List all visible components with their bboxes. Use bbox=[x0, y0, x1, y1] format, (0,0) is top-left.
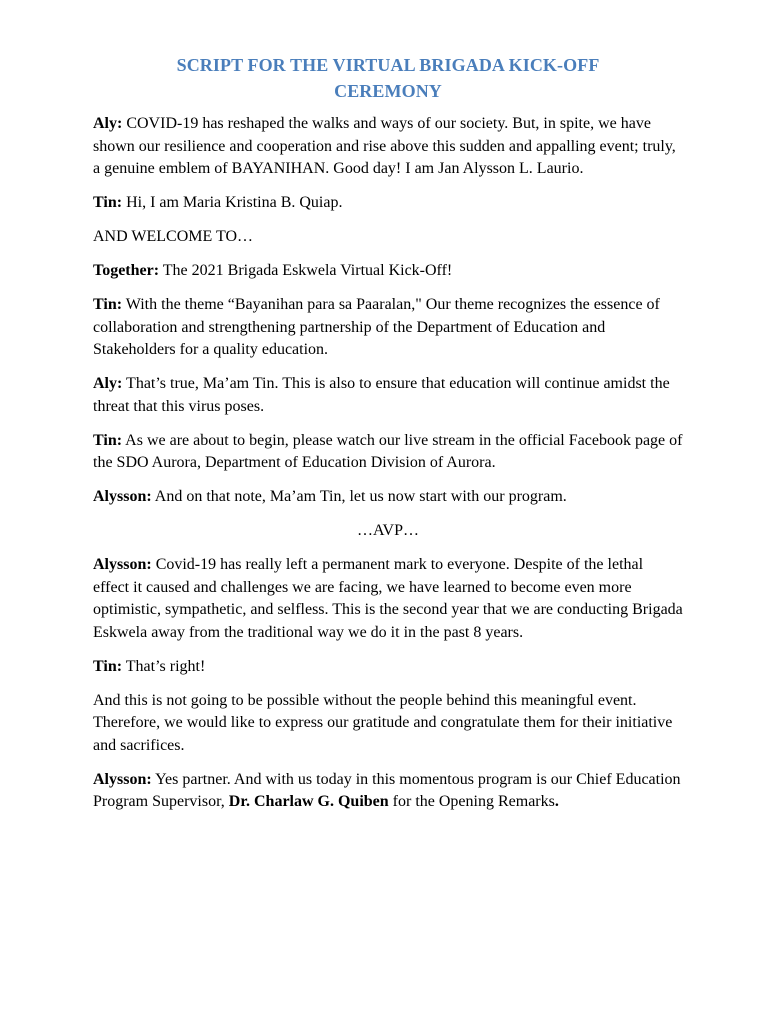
paragraph-tin-livestream bbox=[93, 430, 683, 475]
paragraph-text: COVID-19 has reshaped the walks and ways of our society. But, in spite, we have shown our resilience and cooperation and rise above this sudden and appalling event; truly, a genuine emblem of BAYANIHAN. Good day! I am Jan Alysson L. Laurio. bbox=[93, 115, 676, 177]
paragraph-text: And this is not going to be possible without the people behind this meaningful event. Therefore, we would like to express our gratitude and congratulate them for their initiative and sacrifices. bbox=[93, 691, 673, 754]
paragraph-gratitude bbox=[93, 690, 683, 758]
speaker-label: Alysson: bbox=[93, 556, 152, 573]
paragraph-text: AND WELCOME TO… bbox=[93, 228, 253, 245]
speaker-label: Tin: bbox=[93, 431, 123, 449]
speaker-name-bold: Dr. Charlaw G. Quiben bbox=[228, 793, 389, 810]
paragraph-tin-intro bbox=[93, 192, 683, 215]
paragraph-aly-true bbox=[93, 373, 683, 418]
paragraph-aly-intro bbox=[93, 113, 683, 181]
speaker-label: Tin: bbox=[93, 657, 123, 675]
paragraph-text: Hi, I am Maria Kristina B. Quiap. bbox=[122, 194, 343, 211]
title-line-1: SCRIPT FOR THE VIRTUAL BRIGADA KICK-OFF bbox=[176, 55, 600, 75]
paragraph-tin-theme bbox=[93, 294, 683, 362]
paragraph-text: Covid-19 has really left a permanent mark to everyone. Despite of the lethal effect it caused and challenges we are facing, we have learned to become even more optimistic, sympathetic, and selfless. This is the second year that we are conducting Brigada Eskwela away from the traditional way we do it in the past 8 years. bbox=[93, 556, 683, 641]
paragraph-text: And on that note, Ma’am Tin, let us now start with our program. bbox=[151, 488, 567, 505]
document-title bbox=[93, 52, 683, 104]
speaker-label: Tin: bbox=[93, 194, 123, 211]
speaker-label: Together: bbox=[93, 262, 160, 279]
speaker-label: Aly: bbox=[93, 115, 123, 132]
paragraph-welcome bbox=[93, 226, 683, 249]
paragraph-together bbox=[93, 260, 683, 283]
speaker-label: Alysson: bbox=[93, 488, 152, 505]
paragraph-text: for the Opening Remarks bbox=[388, 793, 555, 810]
avp-marker: …AVP… bbox=[357, 522, 419, 539]
period-bold: . bbox=[554, 793, 559, 810]
paragraph-alysson-remarks bbox=[93, 769, 683, 814]
speaker-label: Aly: bbox=[93, 375, 123, 392]
paragraph-alysson-start bbox=[93, 486, 683, 509]
paragraph-alysson-covid bbox=[93, 554, 683, 644]
document-page bbox=[93, 52, 683, 825]
speaker-label: Tin: bbox=[93, 296, 123, 313]
paragraph-text: That’s true, Ma’am Tin. This is also to ensure that education will continue amidst the threat that this virus poses. bbox=[93, 375, 670, 415]
title-line-2: CEREMONY bbox=[334, 81, 442, 101]
speaker-label: Alysson: bbox=[93, 770, 152, 788]
paragraph-tin-right bbox=[93, 656, 683, 679]
paragraph-text: As we are about to begin, please watch our live stream in the official Facebook page of the SDO Aurora, Department of Education Division of Aurora. bbox=[93, 431, 683, 471]
paragraph-text: That’s right! bbox=[122, 657, 206, 675]
paragraph-text: Yes partner. And with us today in this momentous program is our Chief Education Program Supervisor, bbox=[93, 770, 681, 810]
paragraph-text: The 2021 Brigada Eskwela Virtual Kick-Off! bbox=[159, 262, 453, 279]
paragraph-text: With the theme “Bayanihan para sa Paaralan," Our theme recognizes the essence of collaboration and strengthening partnership of the Department of Education and Stakeholders for a quality education. bbox=[93, 296, 660, 358]
